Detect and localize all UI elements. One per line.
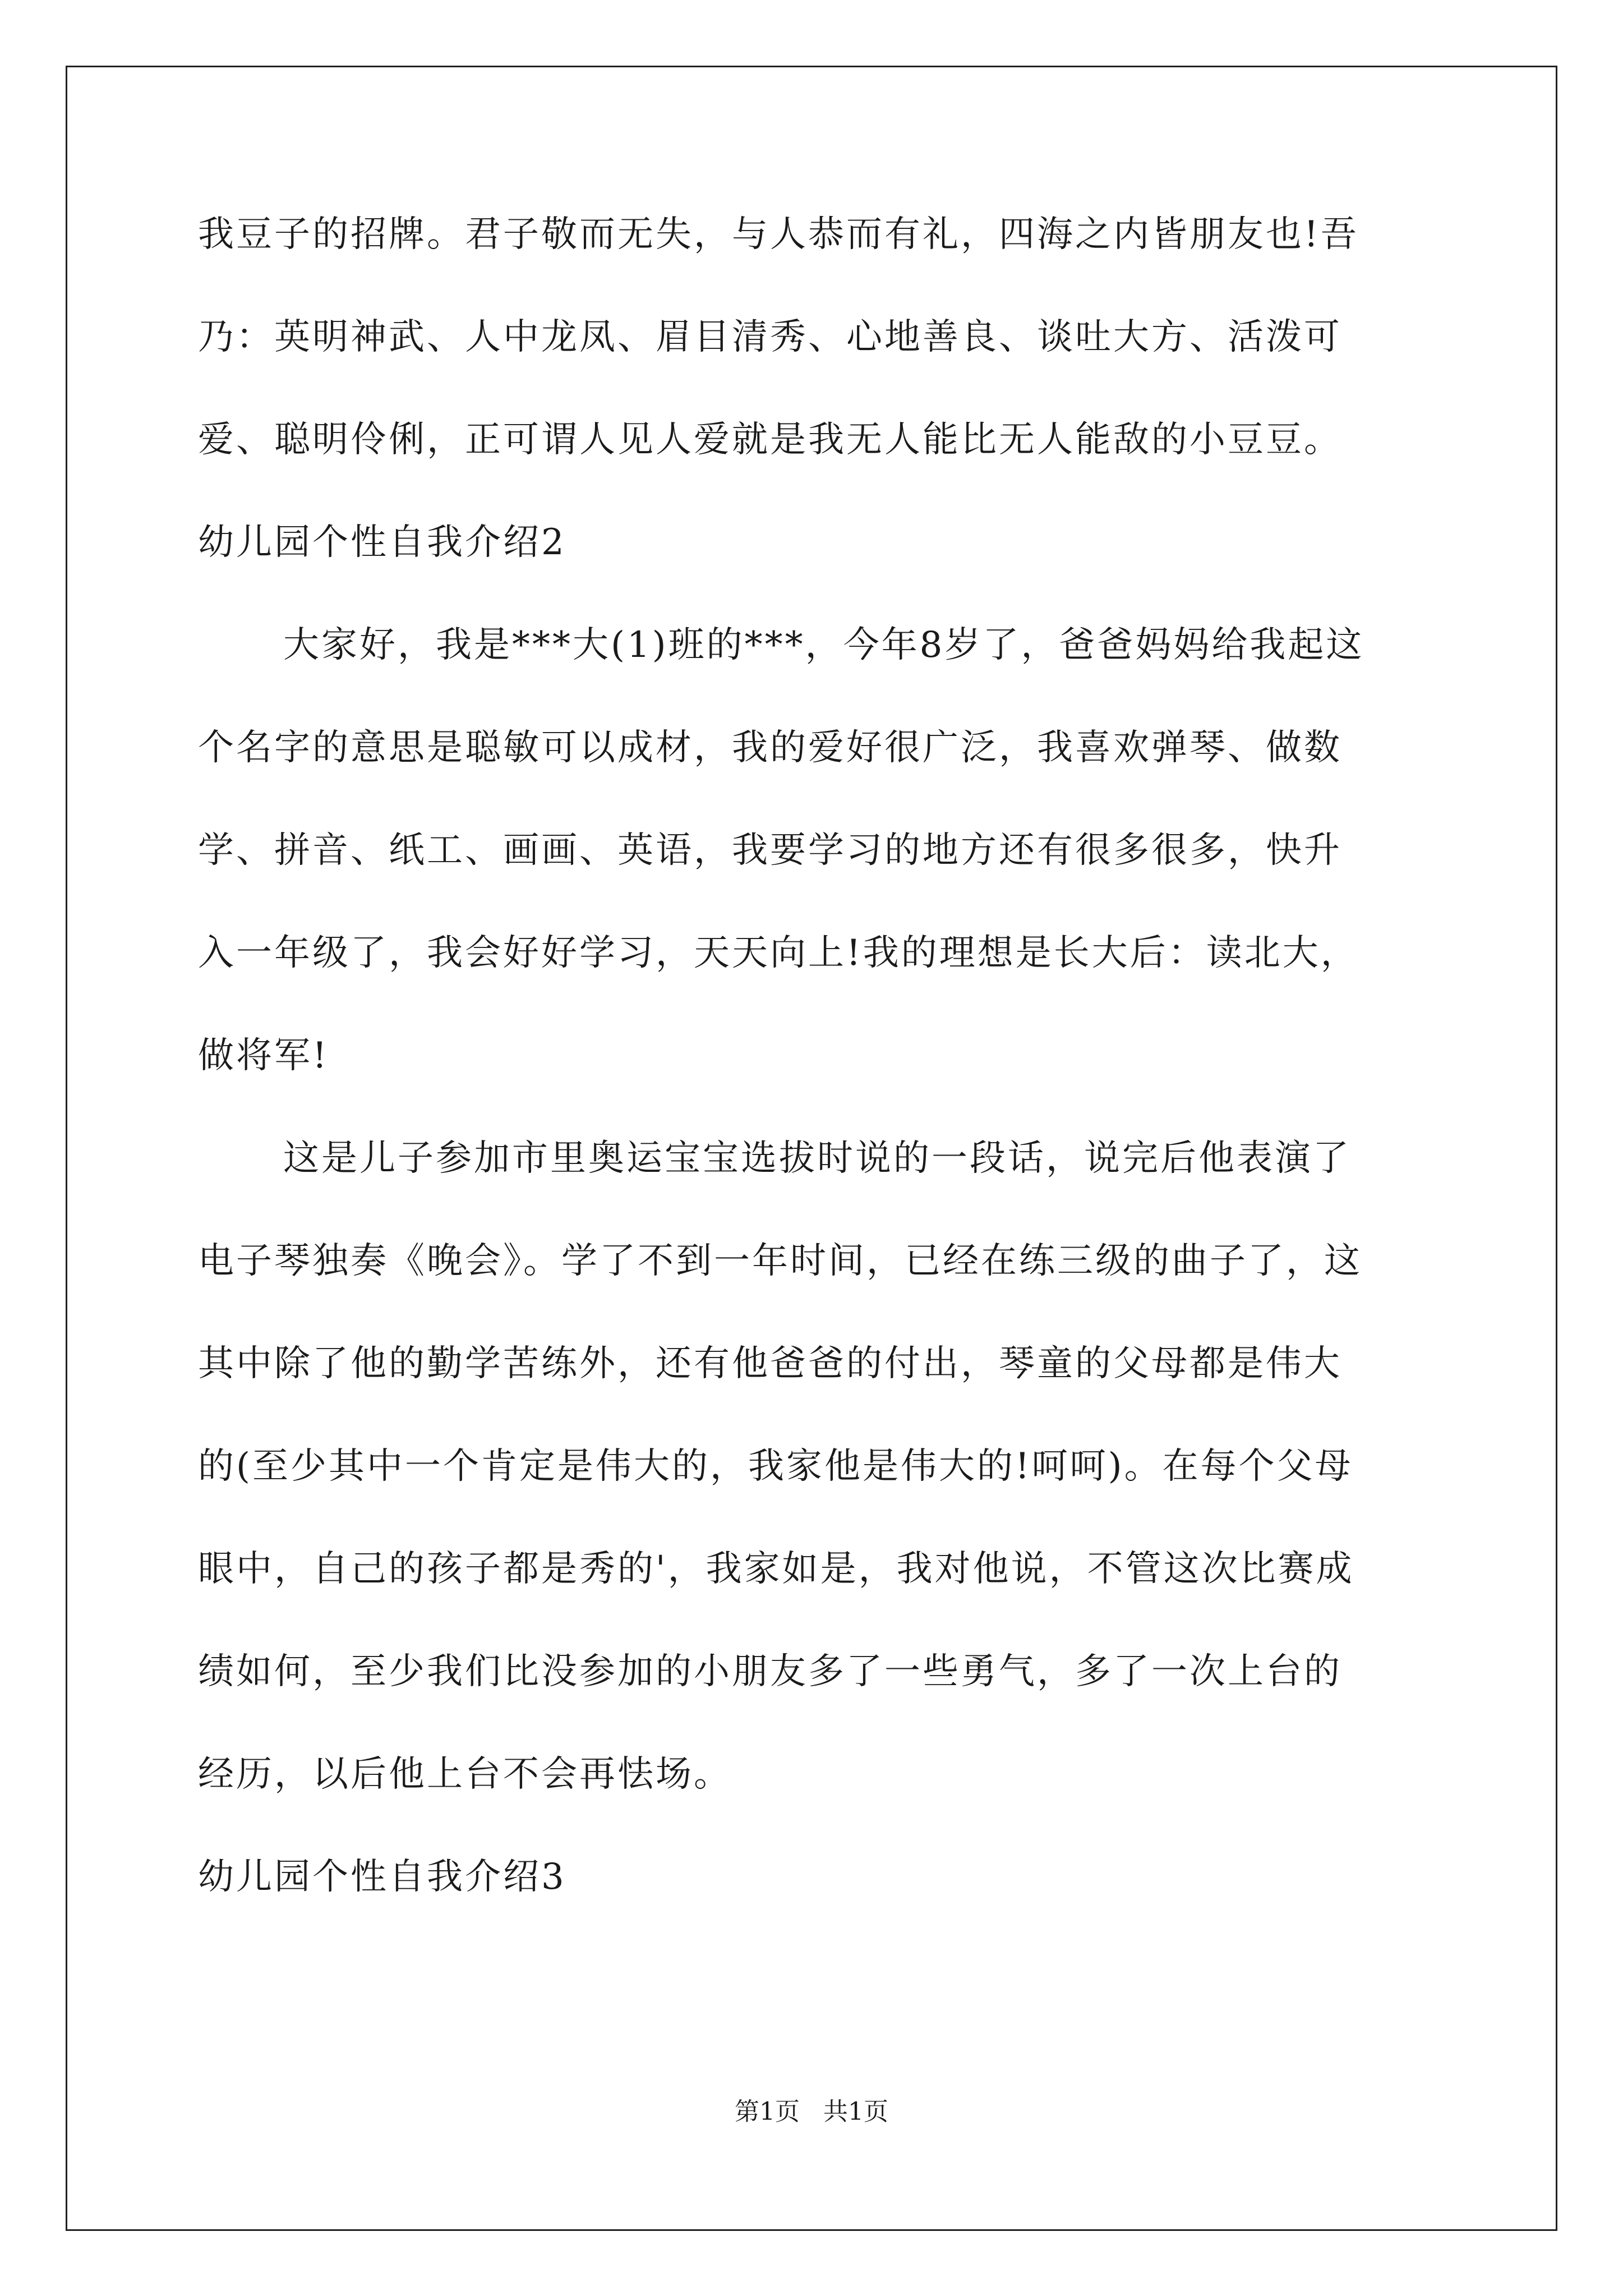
paragraph — [198, 624, 1454, 1076]
text-line: 这是儿子参加市里奥运宝宝选拔时说的一段话，说完后他表演了 — [283, 1138, 1351, 1179]
text-line: 眼中，自己的孩子都是秀的'，我家如是，我对他说，不管这次比赛成 — [198, 1548, 1354, 1590]
text-line: 经历，以后他上台不会再怯场。 — [198, 1754, 732, 1795]
document-body — [198, 214, 1454, 1898]
text-line: 做将军! — [198, 1035, 329, 1076]
text-line: 乃：英明神武、人中龙凤、眉目清秀、心地善良、谈吐大方、活泼可 — [198, 316, 1342, 358]
text-line: 电子琴独奏《晚会》。学了不到一年时间，已经在练三级的曲子了，这 — [198, 1240, 1362, 1282]
paragraph — [198, 214, 1454, 461]
section-heading: 幼儿园个性自我介绍2 — [198, 522, 566, 563]
page-number: 第1页 — [735, 2097, 800, 2126]
paragraph — [198, 1138, 1454, 1795]
text-line: 其中除了他的勤学苦练外，还有他爸爸的付出，琴童的父母都是伟大 — [198, 1343, 1342, 1384]
text-line: 爱、聪明伶俐，正可谓人见人爱就是我无人能比无人能敌的小豆豆。 — [198, 419, 1342, 461]
page-total: 共1页 — [823, 2097, 888, 2126]
section-heading: 幼儿园个性自我介绍3 — [198, 1856, 566, 1898]
text-line: 大家好，我是***大(1)班的***，今年8岁了，爸爸妈妈给我起这 — [283, 624, 1364, 666]
text-line: 我豆子的招牌。君子敬而无失，与人恭而有礼，四海之内皆朋友也!吾 — [198, 214, 1359, 255]
text-line: 入一年级了，我会好好学习，天天向上!我的理想是长大后：读北大， — [198, 932, 1359, 974]
text-line: 学、拼音、纸工、画画、英语，我要学习的地方还有很多很多，快升 — [198, 830, 1342, 871]
text-line: 绩如何，至少我们比没参加的小朋友多了一些勇气，多了一次上台的 — [198, 1651, 1342, 1692]
text-line: 的(至少其中一个肯定是伟大的，我家他是伟大的!呵呵)。在每个父母 — [198, 1446, 1353, 1487]
page-footer — [0, 2098, 1623, 2126]
text-line: 个名字的意思是聪敏可以成材，我的爱好很广泛，我喜欢弹琴、做数 — [198, 727, 1342, 769]
